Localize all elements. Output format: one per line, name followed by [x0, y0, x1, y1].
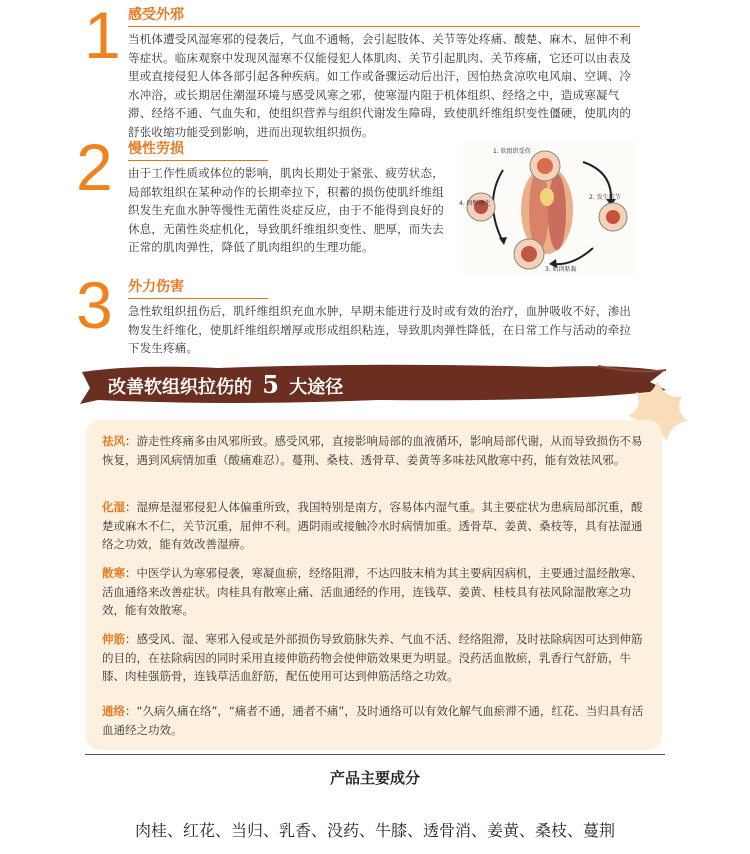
method-text-1: 游走性疼痛多由风邪所致。感受风邪，直接影响局部的血液循环，影响局部代谢，从而导致损伤不易恢复，遇到风病情加重（酸痛难忍）。蔓荆、桑枝、透骨草、姜黄等多味祛风散寒中药，能有效祛风邪。 — [102, 434, 643, 467]
methods-banner — [78, 362, 668, 408]
section-number-2: 2 — [76, 130, 113, 204]
method-item-2: 化湿：湿痹是湿邪侵犯人体偏重所致，我国特别是南方，容易体内湿气重。其主要症状为患病局部沉重，酸楚或麻木不仁，关节沉重，屈伸不利。遇阴雨或接触冷水时病情加重。透骨草、姜黄、桑枝等，具有祛湿通络之功效，能有效改善湿痹。 — [102, 500, 643, 551]
cause-heading-3: 外力伤害 — [128, 276, 268, 299]
cause-heading-1: 感受外邪 — [128, 4, 640, 27]
soft-tissue-injury-diagram — [459, 142, 635, 274]
method-key-2: 化湿 — [102, 500, 125, 514]
method-item-5: 通络：“久病久痛在络”，“痛者不通，通者不痛”，及时通络可以有效化解气血瘀滞不通，红花、当归具有活血通经之功效。 — [102, 704, 644, 737]
diagram-label-3: 3. 肌肉粘黏 — [545, 266, 577, 273]
cause-section-3 — [128, 276, 640, 358]
section-divider — [85, 754, 665, 755]
banner-title-prefix: 改善软组织拉伤的 — [108, 377, 252, 398]
method-text-4: 感受风、湿、寒邪入侵或是外部损伤导致筋脉失养、气血不活、经络阻滞，及时祛除病因可达到伸筋的目的，在祛除病因的同时采用直接伸筋药物会使伸筋效果更为明显。没药活血散瘀，乳香行气舒筋，牛膝、肉桂强筋骨，连钱草活血舒筋，配伍使用可达到伸筋活络之功效。 — [102, 632, 643, 683]
product-ingredients-list: 肉桂、红花、当归、乳香、没药、牛膝、透骨消、姜黄、桑枝、蔓荆 — [134, 821, 615, 840]
cause-text-3: 急性软组织扭伤后，肌纤维组织充血水肿，早期未能进行及时或有效的治疗，血肿吸收不好，渗出物发生纤维化，使肌纤维组织增厚或形成组织粘连，导致肌肉弹性降低，在日常工作与活动的牵拉下发生疼痛。 — [128, 304, 632, 355]
diagram-label-2: 2. 发生结节 — [589, 194, 621, 201]
method-text-5: “久病久痛在络”，“痛者不通，通者不痛”，及时通络可以有效化解气血瘀滞不通，红花、当归具有活血通经之功效。 — [102, 704, 644, 737]
method-key-4: 伸筋 — [102, 632, 125, 646]
method-text-2: 湿痹是湿邪侵犯人体偏重所致，我国特别是南方，容易体内湿气重。其主要症状为患病局部沉重，酸楚或麻木不仁，关节沉重，屈伸不利。遇阴雨或接触冷水时病情加重。透骨草、姜黄、桑枝等，具有祛湿通络之功效，能有效改善湿痹。 — [102, 500, 643, 551]
section-number-3: 3 — [76, 268, 113, 342]
method-key-3: 散寒 — [102, 566, 125, 580]
cause-text-1: 当机体遭受风湿寒邪的侵袭后，气血不通畅，会引起肢体、关节等处疼痛、酸楚、麻木、屈伸不利等症状。临床观察中发现风湿寒不仅能侵犯人体肌肉、关节引起肌肉、关节疼痛，它还可以由表及里或直接侵犯人体各部引起各种疾病。如工作或备骤运动后出汗，因怕热贪凉吹电风扇、空调、冷水冲浴，或长期居住潮湿环境与感受风寒之邪，使寒湿内阻于机体组织、经络之中，造成寒凝气滞、经络不通、气血失和，使组织营养与组织代谢发生障碍，致使肌纤维组织变性僵硬，使肌肉的舒张收缩功能受到影响，进而出现软组织损伤。 — [128, 32, 632, 139]
banner-title-suffix: 大途径 — [289, 377, 344, 398]
method-key-5: 通络 — [102, 704, 125, 718]
methods-panel — [86, 420, 662, 750]
section-number-1: 1 — [84, 0, 121, 72]
diagram-label-1: 1. 软组织受伤 — [493, 148, 531, 155]
method-item-1: 祛风：游走性疼痛多由风邪所致。感受风邪，直接影响局部的血液循环，影响局部代谢，从而导致损伤不易恢复，遇到风病情加重（酸痛难忍）。蔓荆、桑枝、透骨草、姜黄等多味祛风散寒中药，能有效祛风邪。 — [102, 434, 643, 467]
product-ingredients-title: 产品主要成分 — [329, 769, 420, 787]
method-text-3: 中医学认为寒邪侵袭，寒凝血瘀，经络阻滞，不达四肢末梢为其主要病因病机，主要通过温经散寒、活血通络来改善症状。肉桂具有散寒止痛、活血通经的作用，连钱草、姜黄、桂枝具有祛风除湿散寒之功效，能有效散寒。 — [102, 566, 643, 617]
cause-section-1 — [128, 4, 640, 141]
method-key-1: 祛风 — [102, 434, 125, 448]
diagram-label-4: 4. 固醇梗化 — [459, 200, 491, 207]
cause-section-2 — [128, 138, 450, 257]
method-item-4: 伸筋：感受风、湿、寒邪入侵或是外部损伤导致筋脉失养、气血不活、经络阻滞，及时祛除病因可达到伸筋的目的，在祛除病因的同时采用直接伸筋药物会使伸筋效果更为明显。没药活血散瘀，乳香行气舒筋，牛膝、肉桂强筋骨，连钱草活血舒筋，配伍使用可达到伸筋活络之功效。 — [102, 632, 643, 683]
method-item-3: 散寒：中医学认为寒邪侵袭，寒凝血瘀，经络阻滞，不达四肢末梢为其主要病因病机，主要通过温经散寒、活血通络来改善症状。肉桂具有散寒止痛、活血通经的作用，连钱草、姜黄、桂枝具有祛风除湿散寒之功效，能有效散寒。 — [102, 566, 643, 617]
banner-title — [108, 370, 343, 399]
banner-title-number: 5 — [262, 370, 279, 399]
cause-heading-2: 慢性劳损 — [128, 138, 268, 161]
cause-text-2: 由于工作性质或体位的影响，肌肉长期处于紧张、疲劳状态，局部软组织在某种动作的长期牵拉下，积蓄的损伤使肌纤维组织发生充血水肿等慢性无菌性炎症反应，由于不能得到良好的休息，无菌性炎症机化，导致肌纤维组织变性、肥厚，而失去正常的肌肉弹性，降低了肌肉组织的生理功能。 — [128, 166, 444, 254]
